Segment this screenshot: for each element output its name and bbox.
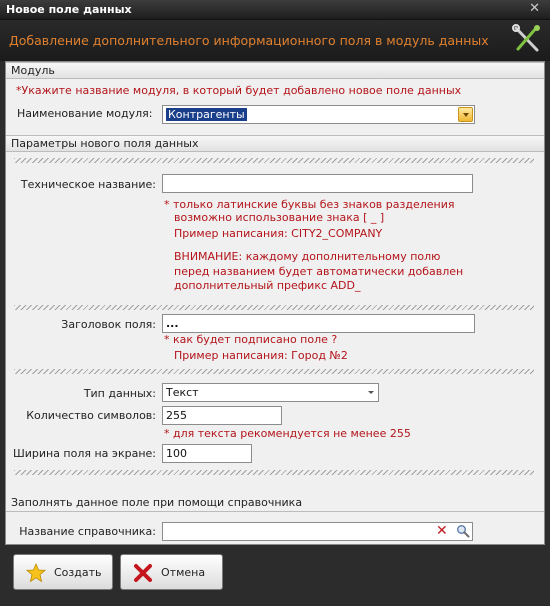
module-select-value: Контрагенты: [168, 108, 245, 121]
field-width-input[interactable]: 100: [162, 444, 252, 463]
dialog-footer: [0, 545, 550, 606]
chevron-down-icon[interactable]: [458, 107, 473, 122]
caption-label: Заголовок поля:: [61, 318, 156, 331]
char-count-hint: * для текста рекомендуется не менее 255: [164, 427, 411, 440]
tech-name-example: Пример написания: CITY2_COMPANY: [174, 227, 383, 240]
tech-name-label: Техническое название:: [20, 178, 156, 191]
module-section-header: Модуль: [6, 62, 544, 79]
caption-hint: * как будет подписано поле ?: [164, 333, 338, 346]
tech-name-input[interactable]: [162, 174, 473, 193]
chevron-down-icon[interactable]: [368, 391, 374, 394]
header-title: Добавление дополнительного информационного поля в модуль данных: [9, 33, 489, 48]
form-content: [5, 61, 545, 545]
create-button-label: Создать: [54, 566, 102, 579]
clear-icon[interactable]: ✕: [436, 523, 448, 539]
dialog-header: [0, 20, 550, 61]
divider: [14, 305, 534, 310]
reference-input[interactable]: [162, 522, 473, 541]
tech-name-hint-2: возможно использование знака [ _ ]: [174, 211, 385, 224]
warning-line-3: дополнительный префикс ADD_: [174, 279, 361, 292]
params-section-header: Параметры нового поля данных: [6, 135, 544, 152]
tools-icon: [510, 22, 544, 56]
divider: [14, 470, 534, 475]
module-hint: *Укажите название модуля, в который будет добавлено новое поле данных: [16, 84, 462, 97]
data-type-label: Тип данных:: [83, 387, 156, 400]
data-type-select[interactable]: [162, 383, 379, 402]
tech-name-hint-1: * только латинские буквы без знаков разделения: [164, 198, 455, 211]
char-count-label: Количество символов:: [26, 409, 156, 422]
close-icon[interactable]: ✕: [529, 1, 540, 16]
divider: [14, 158, 534, 163]
field-width-label: Ширина поля на экране:: [12, 447, 156, 460]
warning-line-2: перед названием будет автоматически добавлен: [174, 265, 464, 278]
cancel-button-label: Отмена: [161, 566, 206, 579]
caption-example: Пример написания: Город №2: [174, 349, 348, 362]
char-count-input[interactable]: 255: [162, 406, 282, 425]
reference-section-header: Заполнять данное поле при помощи справочника: [11, 496, 303, 509]
cancel-button[interactable]: [120, 554, 223, 590]
reference-label: Название справочника:: [19, 525, 156, 538]
warning-line-1: ВНИМАНИЕ: каждому дополнительному полю: [174, 250, 441, 263]
divider: [6, 511, 544, 512]
caption-input[interactable]: ...: [162, 314, 475, 333]
create-button[interactable]: [13, 554, 113, 590]
module-select[interactable]: [162, 105, 475, 124]
close-icon: [133, 563, 153, 583]
window-title: Новое поле данных: [6, 3, 132, 16]
data-type-value: Текст: [166, 386, 199, 399]
star-icon: [26, 563, 46, 583]
module-label: Наименование модуля:: [17, 107, 153, 120]
divider: [14, 369, 534, 374]
title-bar[interactable]: [0, 0, 550, 20]
search-icon[interactable]: [456, 524, 470, 538]
